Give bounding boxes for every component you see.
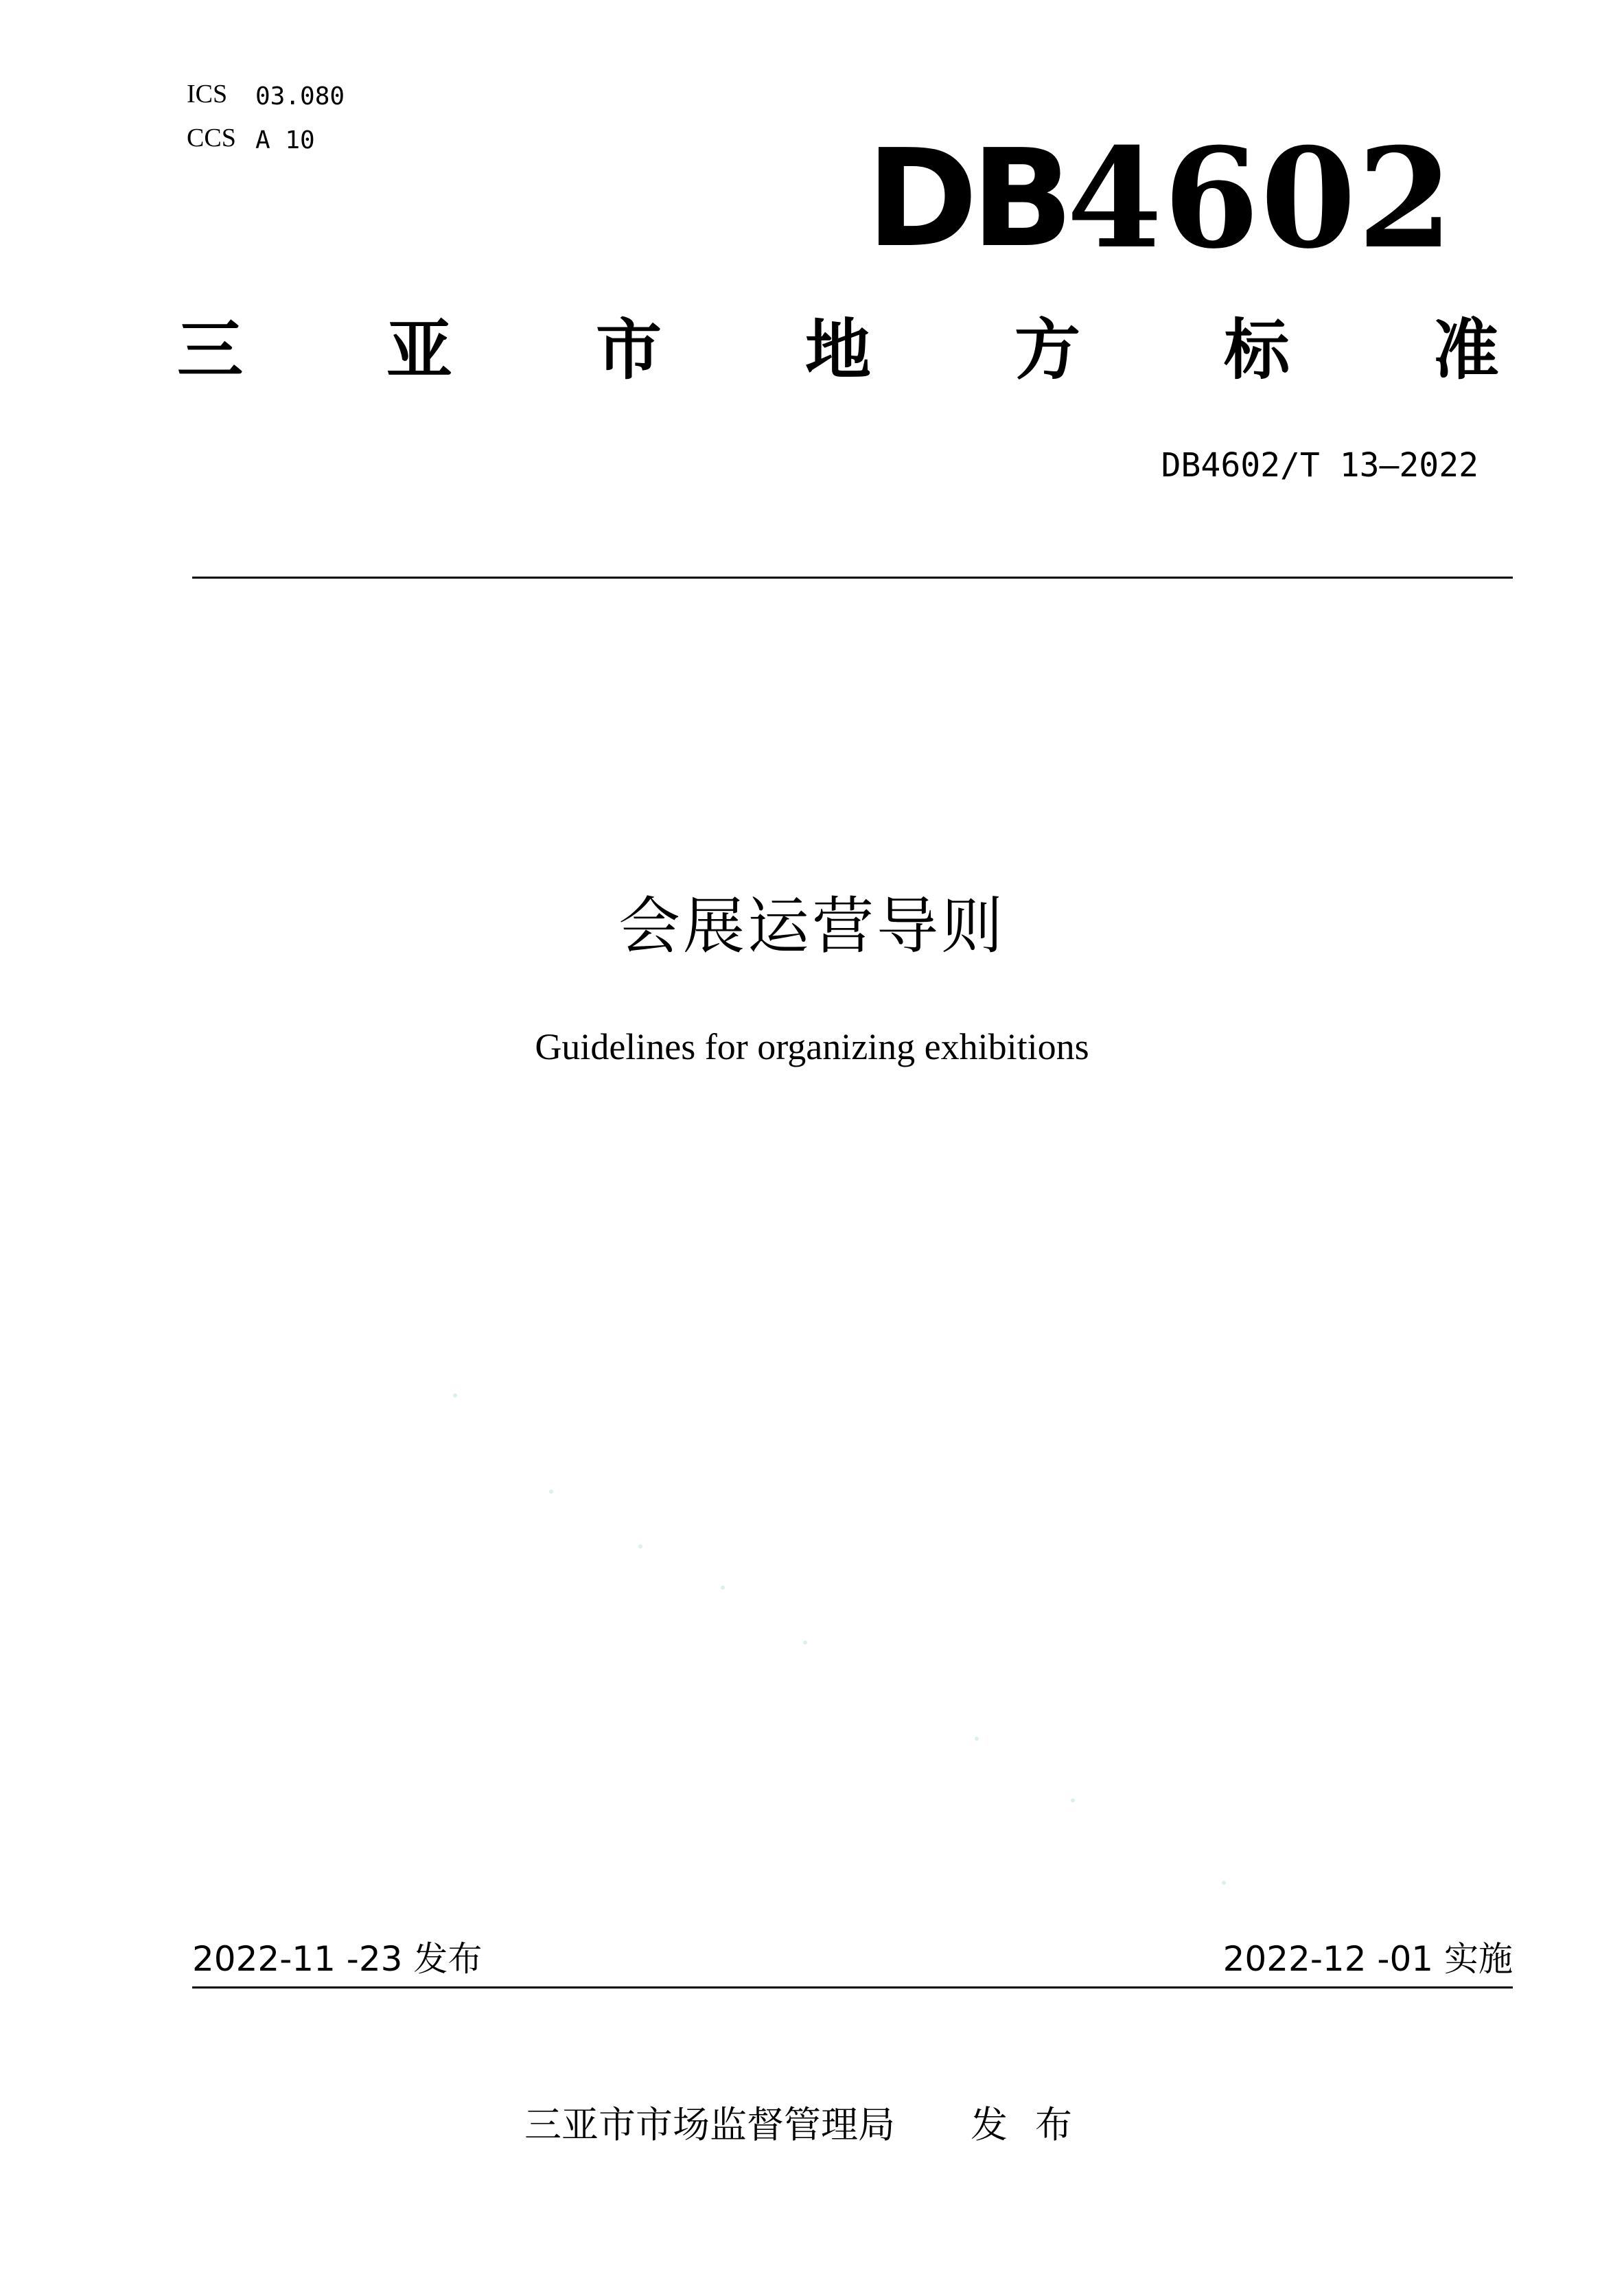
- issuer-row: [0, 2100, 1624, 2150]
- document-title-english: Guidelines for organizing exhibitions: [535, 1026, 1089, 1067]
- standard-number: DB4602/T 13—2022: [1161, 446, 1478, 485]
- ics-label: ICS: [187, 80, 228, 108]
- standard-mark-digits: 4602: [1067, 118, 1454, 279]
- standard-type-char: 准: [1433, 312, 1499, 389]
- standard-type-char: 市: [596, 312, 662, 389]
- issue-date: 2022-11 -23 发布: [192, 1939, 483, 1979]
- ics-code: 03.080: [255, 82, 345, 111]
- issuer-action: 发布: [971, 2103, 1100, 2146]
- ccs-label: CCS: [187, 124, 236, 152]
- scan-speckle: [803, 1640, 807, 1645]
- scan-speckle: [453, 1393, 457, 1398]
- ccs-code: A 10: [255, 126, 315, 154]
- standard-mark: [866, 118, 1454, 279]
- standard-type-char: 方: [1014, 312, 1080, 389]
- standard-type-char: 三: [177, 312, 243, 389]
- scan-speckle: [975, 1737, 979, 1741]
- issuer-name: 三亚市市场监督管理局: [524, 2103, 895, 2146]
- implementation-date: 2022-12 -01 实施: [1222, 1939, 1513, 1979]
- scan-speckle: [1222, 1881, 1226, 1885]
- standard-mark-letters: DB: [866, 121, 1067, 277]
- standard-type-char: 标: [1224, 312, 1290, 389]
- document-title-chinese: 会展运营导则: [618, 890, 1006, 962]
- standard-type-title: [177, 302, 1499, 398]
- bottom-divider: [192, 1986, 1513, 1988]
- standard-type-char: 亚: [386, 312, 452, 389]
- scan-speckle: [721, 1586, 725, 1590]
- scan-speckle: [638, 1544, 642, 1549]
- top-divider: [192, 577, 1513, 579]
- scan-speckle: [1071, 1798, 1075, 1802]
- standard-type-char: 地: [805, 312, 871, 389]
- scan-speckle: [549, 1489, 553, 1494]
